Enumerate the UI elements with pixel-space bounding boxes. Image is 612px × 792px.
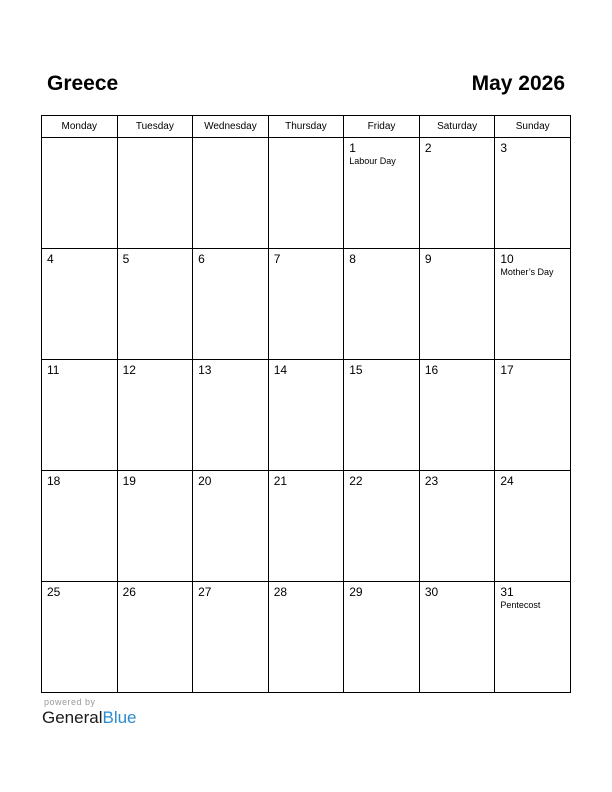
day-cell xyxy=(495,582,571,693)
day-number: 13 xyxy=(198,363,212,377)
day-number: 28 xyxy=(273,585,288,599)
day-cell xyxy=(344,360,420,471)
weekday-header-row xyxy=(42,116,571,138)
day-cell xyxy=(117,471,193,582)
day-cell xyxy=(117,582,193,693)
day-number: 10 xyxy=(500,252,514,266)
day-cell xyxy=(193,582,269,693)
day-number: 21 xyxy=(273,474,288,488)
week-row xyxy=(42,582,571,693)
week-row xyxy=(42,360,571,471)
day-cell xyxy=(344,582,420,693)
day-cell xyxy=(495,138,571,249)
day-cell xyxy=(344,138,420,249)
day-cell xyxy=(193,360,269,471)
day-number: 6 xyxy=(198,252,205,266)
day-number: 27 xyxy=(198,585,212,599)
day-cell xyxy=(42,471,118,582)
day-cell xyxy=(419,249,495,360)
day-number: 25 xyxy=(47,585,61,599)
weekday-header: Monday xyxy=(42,116,118,138)
day-number: 18 xyxy=(47,474,61,488)
country-title: Greece xyxy=(47,72,119,95)
week-row xyxy=(42,138,571,249)
day-number: 16 xyxy=(424,363,439,377)
month-year-title: May 2026 xyxy=(471,72,565,95)
generalblue-logo xyxy=(42,708,137,728)
day-number: 3 xyxy=(500,141,508,155)
day-number: 4 xyxy=(47,252,54,266)
day-number: 12 xyxy=(122,363,136,377)
holiday-label: Mother’s Day xyxy=(500,267,554,277)
powered-by-label: powered by xyxy=(44,697,96,707)
weekday-header: Sunday xyxy=(495,116,571,138)
day-cell xyxy=(268,360,344,471)
day-cell xyxy=(344,471,420,582)
weekday-header: Wednesday xyxy=(193,116,269,138)
day-cell xyxy=(193,471,269,582)
day-cell xyxy=(268,582,344,693)
logo-general-text: General xyxy=(42,708,103,727)
day-number: 31 xyxy=(500,585,514,599)
day-cell xyxy=(42,249,118,360)
day-number: 30 xyxy=(424,585,439,599)
weekday-header: Tuesday xyxy=(117,116,193,138)
day-number: 2 xyxy=(424,141,432,155)
day-number: 26 xyxy=(122,585,136,599)
day-cell xyxy=(193,249,269,360)
day-number: 29 xyxy=(349,585,363,599)
day-cell xyxy=(419,582,495,693)
weekday-header: Thursday xyxy=(268,116,344,138)
day-number: 7 xyxy=(273,252,281,266)
weekday-header: Saturday xyxy=(419,116,495,138)
empty-day-cell xyxy=(268,138,344,249)
empty-day-cell xyxy=(193,138,269,249)
holiday-label: Labour Day xyxy=(349,156,396,166)
day-number: 8 xyxy=(349,252,356,266)
day-cell xyxy=(117,249,193,360)
day-cell xyxy=(42,360,118,471)
day-cell xyxy=(419,138,495,249)
day-number: 14 xyxy=(273,363,288,377)
day-cell xyxy=(268,471,344,582)
logo-blue-text: Blue xyxy=(102,708,137,727)
empty-day-cell xyxy=(117,138,193,249)
day-number: 11 xyxy=(47,363,60,377)
day-number: 23 xyxy=(424,474,439,488)
day-number: 19 xyxy=(122,474,136,488)
day-cell xyxy=(495,471,571,582)
empty-day-cell xyxy=(42,138,118,249)
calendar-body xyxy=(42,138,571,693)
day-cell xyxy=(117,360,193,471)
day-cell xyxy=(419,360,495,471)
holiday-label: Pentecost xyxy=(500,600,541,610)
day-number: 17 xyxy=(500,363,514,377)
day-cell xyxy=(344,249,420,360)
day-number: 1 xyxy=(349,141,356,155)
day-number: 9 xyxy=(424,252,432,266)
day-number: 22 xyxy=(349,474,363,488)
day-number: 20 xyxy=(198,474,212,488)
week-row xyxy=(42,471,571,582)
day-cell xyxy=(495,249,571,360)
day-cell xyxy=(495,360,571,471)
week-row xyxy=(42,249,571,360)
day-cell xyxy=(42,582,118,693)
calendar-grid xyxy=(41,115,571,693)
day-number: 15 xyxy=(349,363,363,377)
day-number: 5 xyxy=(122,252,130,266)
day-cell xyxy=(268,249,344,360)
day-number: 24 xyxy=(500,474,514,488)
day-cell xyxy=(419,471,495,582)
weekday-header: Friday xyxy=(344,116,420,138)
